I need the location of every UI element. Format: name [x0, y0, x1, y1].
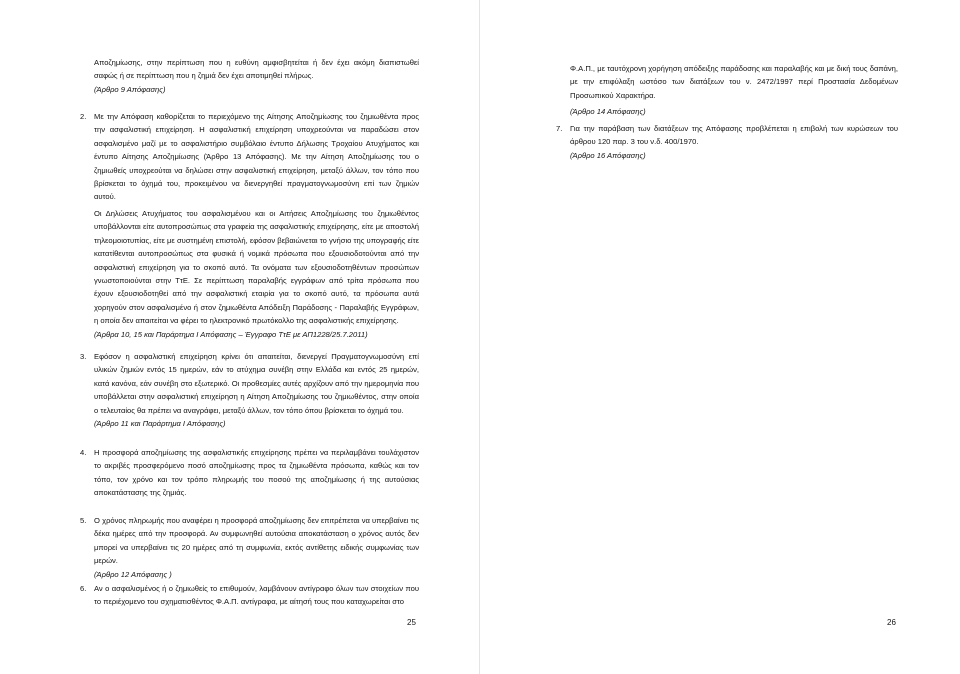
item-5-reference: (Άρθρο 12 Απόφασης ) [94, 569, 172, 579]
declarations-paragraph: Οι Δηλώσεις Ατυχήματος του ασφαλισμένου και οι Αιτήσεις Αποζημίωσης του ζημιωθέντος υποβάλλονται είτε αυτοπροσώπως στα γραφεία της ασφαλιστικής επιχείρησης, είτε με αποστολή τηλεομοιοτυπίας, είτε με συστημένη επιστολή, εφόσον βεβαιώνεται το γνήσιο της υπογραφής είτε κατατίθενται αυτοπροσώπως στα φυσικά ή νομικά πρόσωπα που εξουσιοδοτούνται από την ασφαλιστική επιχείρηση για το σκοπό αυτό. Τα ονόματα των εξουσιοδοτηθέντων προσώπων γνωστοποιούνται στην ΤτΕ. Σε περίπτωση παραλαβής εγγράφων από τρίτα πρόσωπα που έχουν εξουσιοδοτηθεί από την ασφαλιστική εταιρία για το σκοπό αυτό, τα πρόσωπα αυτά χορηγούν στον ασφαλισμένο ή στον ζημιωθέντα Απόδειξη Παράδοσης - Παραλαβής Εγγράφων, η οποία δεν απαιτείται να φέρει το ηλεκτρονικό πρωτόκολλο της ασφαλιστικής επιχείρησης. [94, 209, 419, 326]
item-number: 4. [80, 448, 87, 457]
item-number: 2. [80, 112, 87, 121]
item-number: 7. [556, 124, 563, 133]
intro-block [94, 56, 419, 96]
item-number: 6. [80, 584, 87, 593]
right-top-paragraph: Φ.Α.Π., με ταυτόχρονη χορήγηση απόδειξης παράδοσης και παραλαβής και με δική τους δαπάνη, με την επιφύλαξη ωστόσο των διατάξεων του ν. 2472/1997 περί Προστασία Δεδομένων Προσωπικού Χαρακτήρα. [570, 64, 898, 100]
list-item-4 [80, 446, 419, 500]
list-item-2 [80, 110, 419, 204]
page-number: 25 [407, 618, 416, 627]
list-item-3 [80, 350, 419, 430]
right-top-reference: (Άρθρο 14 Απόφασης) [570, 107, 646, 117]
item-5-text: Ο χρόνος πληρωμής που αναφέρει η προσφορά αποζημίωσης δεν επιτρέπεται να υπερβαίνει τις δέκα ημέρες από την προσφορά. Αν συμφωνηθεί αυτούσια αποκατάσταση ο χρόνος αυτός δεν μπορεί να υπερβαίνει τις 20 ημέρες από τη συμφωνία, εκτός αντίθετης ειδικής συμφωνίας των μερών. [94, 516, 419, 566]
item-2-text: Με την Απόφαση καθορίζεται το περιεχόμενο της Αίτησης Αποζημίωσης του ζημιωθέντα προς την ασφαλιστική επιχείρηση. Η ασφαλιστική επιχείρηση υποχρεούνται να παραδώσει στον ασφαλισμένο μαζί με το ασφαλιστήριο συμβόλαιο έντυπο Δήλωσης Τροχαίου Ατυχήματος και έντυπο Αίτησης Αποζημίωσης (Άρθρο 13 Απόφασης). Με την Αίτηση Αποζημίωσης του ο ζημιωθείς υποχρεούται να δηλώσει στην ασφαλιστική επιχείρηση, μεταξύ άλλων, τον τόπο που βρίσκεται το όχημά του, προκειμένου να διενεργηθεί πραγματογνωμοσύνη επί των ζημιών αυτού. [94, 112, 419, 202]
right-top-block [570, 62, 898, 119]
item-6-text: Αν ο ασφαλισμένος ή ο ζημιωθείς το επιθυμούν, λαμβάνουν αντίγραφο όλων των στοιχείων που το περιέχομενο του σχηματισθέντος Φ.Α.Π. αντίγραφα, με αίτησή τους που καταχωρείται στο [94, 584, 419, 607]
declarations-reference: (Άρθρα 10, 15 και Παράρτημα Ι Απόφασης – Έγγραφο ΤτΕ με ΑΠ1228/25.7.2011) [94, 329, 368, 339]
right-page [480, 0, 960, 674]
item-3-reference: (Άρθρο 11 και Παράρτημα Ι Απόφασης) [94, 419, 226, 429]
intro-reference: (Άρθρο 9 Απόφασης) [94, 84, 166, 94]
item-3-text: Εφόσον η ασφαλιστική επιχείρηση κρίνει ότι απαιτείται, διενεργεί Πραγματογνωμοσύνη επί υλικών ζημιών εντός 15 ημερών, εάν το ατύχημα συνέβη στην Ελλάδα και εντός 25 ημερών, κατά κανόνα, εάν συνέβη στο εξωτερικό. Οι προθεσμίες αυτές αρχίζουν από την ημερομηνία που υποβάλλεται στην ασφαλιστική επιχείρηση η Αίτηση Αποζημίωσης του ζημιωθέντος, στην οποία ο τελευταίος θα πρέπει να αναγράφει, μεταξύ άλλων, τον τόπο όπου βρίσκεται το όχημά του. [94, 352, 419, 415]
list-item-7 [556, 122, 898, 162]
list-item-5 [80, 514, 419, 581]
intro-paragraph: Αποζημίωσης, στην περίπτωση που η ευθύνη αμφισβητείται ή δεν έχει ακόμη διαπιστωθεί σαφώς ή σε περίπτωση που η ζημιά δεν έχει αποτιμηθεί πλήρως. [94, 58, 419, 81]
item-number: 3. [80, 352, 87, 361]
item-7-text: Για την παράβαση των διατάξεων της Απόφασης προβλέπεται η επιβολή των κυρώσεων του άρθρου 120 παρ. 3 του ν.δ. 400/1970. [570, 124, 898, 147]
item-4-text: Η προσφορά αποζημίωσης της ασφαλιστικής επιχείρησης πρέπει να περιλαμβάνει τουλάχιστον το ακριβές προσφερόμενο ποσό αποζημίωσης προς τα ζημιωθέντα πρόσωπα, καθώς και τον τόπο, τον χρόνο και τον τρόπο πληρωμής του ποσού της αποζημίωσης ή της αυτούσιας αποκατάστασης της ζημιάς. [94, 448, 419, 498]
page-number: 26 [887, 618, 896, 627]
item-number: 5. [80, 516, 87, 525]
declarations-block [94, 207, 419, 341]
item-7-reference: (Άρθρο 16 Απόφασης) [570, 150, 646, 160]
list-item-6 [80, 582, 419, 609]
